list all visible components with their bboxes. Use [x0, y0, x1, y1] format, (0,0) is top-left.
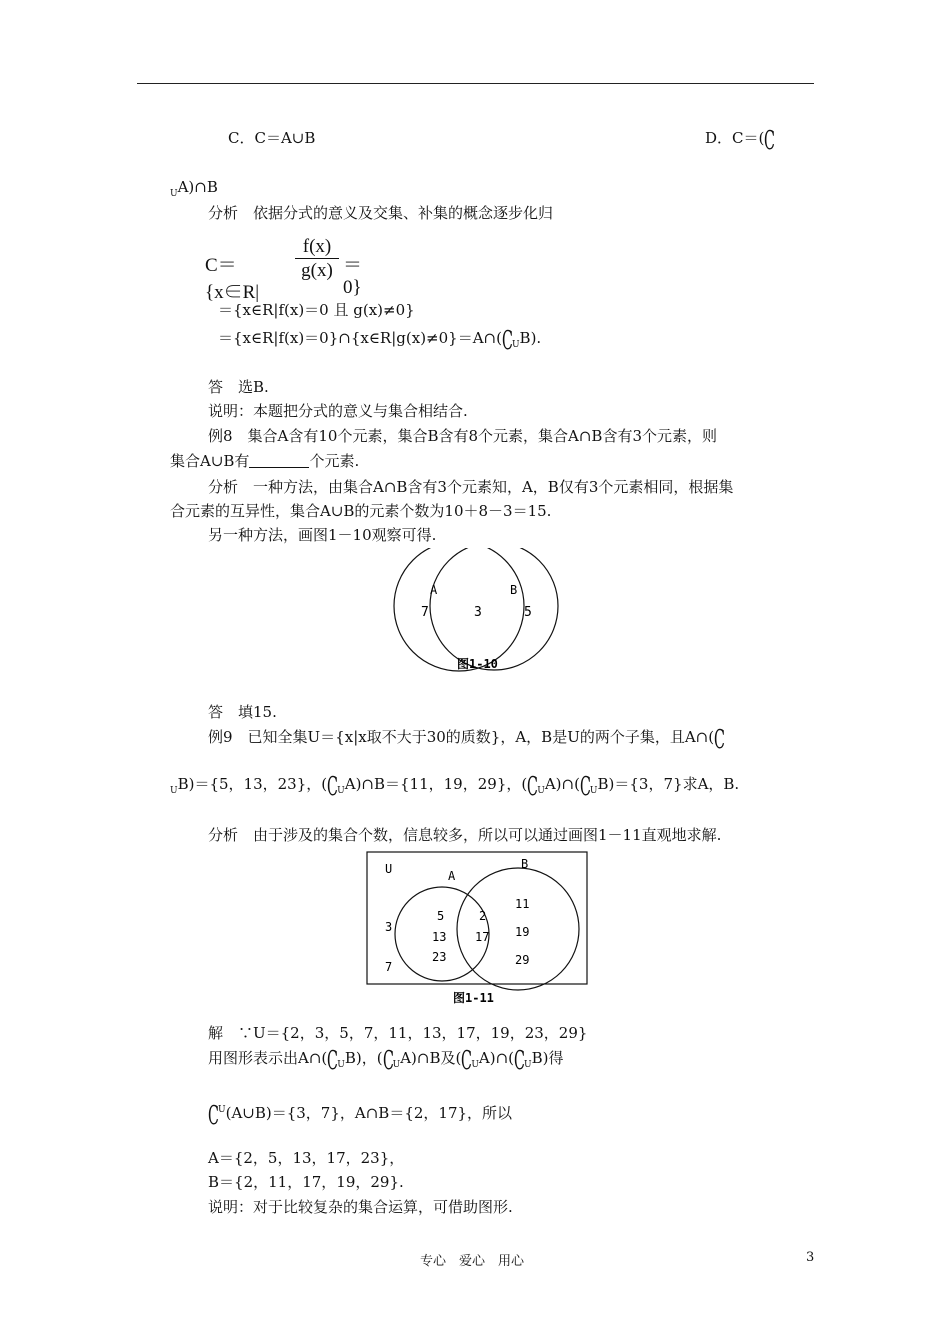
solution-set-b: B＝{2，11，17，19，29}.: [208, 1173, 404, 1191]
solution-3: $C^U(A\cup B)=\{3$，7}，A∩B＝{2，17}，所以: [208, 1101, 513, 1131]
solution-set-a: A＝{2，5，13，17，23}，: [208, 1149, 405, 1167]
example-9-line2: $_U$B)＝{5，13，23}，$(C_UA)\cap B=\{11$，19，29}，$(C_UA)\cap(C_UB)=\{3$，7}求A，B.: [170, 772, 740, 802]
note-9: 说明：对于比较复杂的集合运算，可借助图形.: [208, 1198, 513, 1216]
venn-figure-1-10: [385, 548, 565, 678]
a-only-value: 23: [432, 950, 447, 964]
circle-a: [394, 548, 524, 671]
intersection-value: 2: [479, 909, 487, 923]
universe-box: [367, 852, 587, 984]
outside-value: 3: [385, 920, 393, 934]
complement-symbol: C: [327, 772, 339, 802]
complement-symbol: C: [461, 1046, 473, 1076]
label-a: A: [430, 583, 438, 597]
footer-motto: 专心 爱心 用心: [420, 1254, 525, 1269]
example-9-analysis: 分析 由于涉及的集合个数，信息较多，所以可以通过画图1－11直观地求解.: [208, 826, 722, 844]
b-only-value: 19: [515, 925, 530, 939]
label-u: U: [385, 862, 393, 876]
example-8-line1: 例8 集合A含有10个元素，集合B含有8个元素，集合A∩B含有3个元素，则: [208, 427, 717, 445]
outside-value: 7: [385, 960, 393, 974]
option-c: C．C＝A∪B: [228, 129, 316, 147]
answer-8: 答 填15.: [208, 703, 277, 721]
complement-symbol: C: [714, 725, 726, 755]
intersection-value: 17: [475, 930, 490, 944]
solution-1: 解 ∵U＝{2，3，5，7，11，13，17，19，23，29}: [208, 1024, 588, 1042]
a-only-value: 5: [437, 909, 445, 923]
option-d-continued: $_U$A)∩B: [170, 178, 218, 199]
b-only-count: 5: [524, 605, 532, 620]
b-only-value: 29: [515, 953, 530, 967]
complement-symbol: C: [208, 1101, 219, 1131]
a-only-count: 7: [421, 605, 429, 620]
fraction: f(x) g(x): [295, 236, 339, 283]
example-8-analysis-2: 合元素的互异性，集合A∪B的元素个数为10＋8－3＝15.: [170, 502, 552, 520]
step-1: ＝{x∈R|f(x)＝0 且 g(x)≠0}: [218, 301, 415, 319]
complement-symbol: C: [527, 772, 539, 802]
analysis-title: 分析 依据分式的意义及交集、补集的概念逐步化归: [208, 204, 554, 222]
answer-7: 答 选B.: [208, 378, 269, 396]
example-8-line2: 集合A∪B有 个元素.: [170, 452, 360, 470]
label-b: B: [521, 857, 529, 871]
circle-b: [430, 548, 558, 670]
complement-symbol: C: [764, 126, 776, 156]
complement-symbol: C: [501, 326, 513, 356]
answer-blank: [249, 453, 309, 468]
figure-caption: 图1-11: [453, 991, 494, 1005]
intersection-count: 3: [474, 605, 482, 620]
complement-symbol: C: [382, 1046, 394, 1076]
figure-caption: 图1-10: [457, 657, 498, 671]
b-only-value: 11: [515, 897, 530, 911]
page-number: 3: [806, 1250, 815, 1265]
complement-symbol: C: [514, 1046, 525, 1076]
complement-symbol: C: [327, 1046, 339, 1076]
complement-symbol: C: [579, 772, 591, 802]
header-rule: [137, 83, 814, 84]
example-8-analysis-3: 另一种方法，画图1－10观察可得.: [208, 526, 437, 544]
solution-2: 用图形表示出$A\cap(C_UB)$，$(C_UA)\cap B$及$(C_UA)\cap(C_UB)$得: [208, 1046, 564, 1076]
option-d: D．C＝(C: [705, 126, 776, 156]
note-7: 说明：本题把分式的意义与集合相结合.: [208, 402, 468, 420]
label-b: B: [510, 583, 518, 597]
a-only-value: 13: [432, 930, 447, 944]
example-9-line1: 例9 已知全集U＝{x|x取不大于30的质数}，A，B是U的两个子集，且A∩(C: [208, 725, 726, 755]
venn-figure-1-11: [365, 849, 590, 1009]
example-8-analysis-1: 分析 一种方法，由集合A∩B含有3个元素知，A，B仅有3个元素相同，根据集: [208, 478, 734, 496]
label-a: A: [448, 869, 456, 883]
step-2: $=\{x\in R|f(x)=0\}\cap\{x\in R|g(x)\ne 0\}=A\cap(C_UB)$.: [218, 326, 542, 356]
